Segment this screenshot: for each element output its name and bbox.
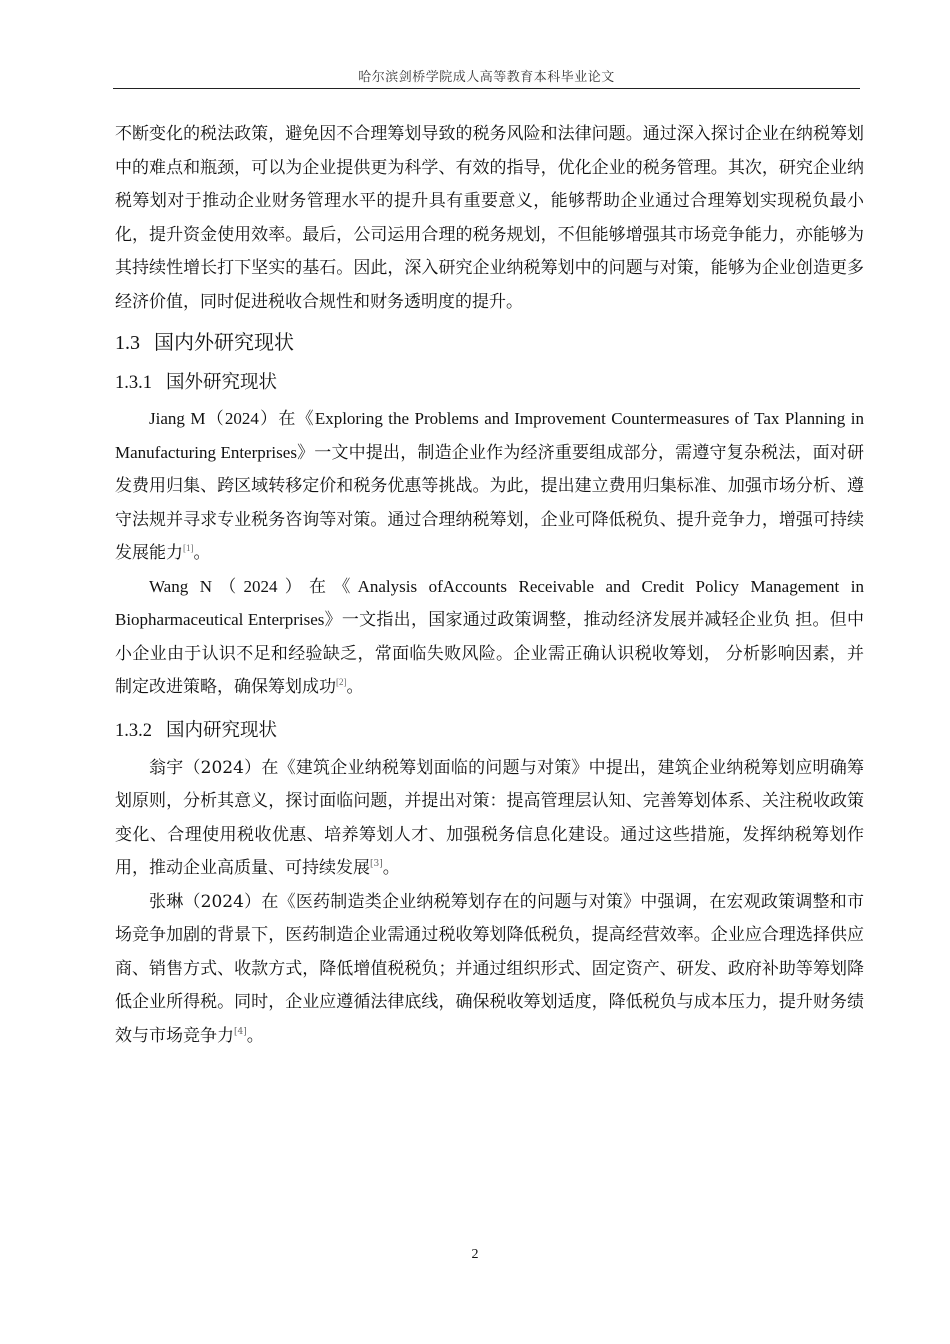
paragraph-text: Wang N（2024）在《Analysis ofAccounts Receivable and Credit Policy Management in Biopharmaceutical Enterprises》一文指出，国家通过政策调整，推动经济发展并减轻企业负 担。但中小企业由于认识不足和经验缺乏，常面临失败风险。企业需正确认识税收筹划， 分析影响因素，并制定改进策略，确保筹划成功 bbox=[115, 576, 864, 696]
citation-ref-4: [4] bbox=[234, 1026, 247, 1037]
paragraph-intro-continued: 不断变化的税法政策，避免因不合理筹划导致的税务风险和法律问题。通过深入探讨企业在纳税筹划中的难点和瓶颈，可以为企业提供更为科学、有效的指导，优化企业的税务管理。其次，研究企业纳税筹划对于推动企业财务管理水平的提升具有重要意义，能够帮助企业通过合理筹划实现税负最小化，提升资金使用效率。最后，公司运用合理的税务规划，不但能够增强其市场竞争能力，亦能够为其持续性增长打下坚实的基石。因此，深入研究企业纳税筹划中的问题与对策，能够为企业创造更多经济价值，同时促进税收合规性和财务透明度的提升。 bbox=[115, 124, 864, 312]
page-number: 2 bbox=[471, 1247, 479, 1262]
citation-ref-3: [3] bbox=[370, 859, 383, 869]
paragraph-end-punct: 。 bbox=[382, 858, 400, 878]
citation-ref-2: [2] bbox=[336, 677, 347, 687]
section-heading-1-3 bbox=[115, 327, 864, 358]
paragraph-text: 张琳（2024）在《医药制造类企业纳税筹划存在的问题与对策》中强调，在宏观政策调整和市场竞争加剧的背景下，医药制造企业需通过税收筹划降低税负，提高经营效率。企业应合理选择供应商、销售方式、收款方式，降低增值税税负；并通过组织形式、固定资产、研发、政府补助等筹划降低企业所得税。同时，企业应遵循法律底线，确保税收筹划适度，降低税负与成本压力，提升财务绩效与市场竞争力 bbox=[115, 891, 864, 1046]
paragraph-text: Jiang M（2024）在《Exploring the Problems and Improvement Countermeasures of Tax Planning in Manufacturing Enterprises》一文中提出，制造企业作为经济重要组成部分，需遵守复杂税法，面对研发费用归集、跨区域转移定价和税务优惠等挑战。为此，提出建立费用归集标准、加强市场分析、遵守法规并寻求专业税务咨询等对策。通过合理纳税筹划，企业可降低税负、提升竞争力，增强可持续发展能力 bbox=[115, 409, 864, 562]
paragraph-wang bbox=[115, 570, 864, 704]
page-header: 哈尔滨剑桥学院成人高等教育本科毕业论文 bbox=[358, 70, 615, 85]
subsection-title: 国外研究现状 bbox=[166, 372, 278, 393]
paragraph-end-punct: 。 bbox=[193, 543, 211, 562]
paragraph-jiang bbox=[115, 402, 864, 570]
citation-ref-1: [1] bbox=[183, 543, 194, 553]
section-number: 1.3 bbox=[115, 332, 140, 354]
paragraph-weng bbox=[115, 752, 864, 886]
section-title: 国内外研究现状 bbox=[154, 330, 294, 354]
paragraph-text: 翁宇（2024）在《建筑企业纳税筹划面临的问题与对策》中提出，建筑企业纳税筹划应明确筹划原则，分析其意义，探讨面临问题，并提出对策：提高管理层认知、完善筹划体系、关注税收政策变化、合理使用税收优惠、培养筹划人才、加强税务信息化建设。通过这些措施，发挥纳税筹划作用，推动企业高质量、可持续发展 bbox=[115, 757, 864, 878]
paragraph-end-punct: 。 bbox=[246, 1025, 264, 1046]
subsection-heading-1-3-2 bbox=[115, 716, 864, 746]
paragraph-zhang bbox=[115, 886, 864, 1054]
subsection-number: 1.3.1 bbox=[115, 373, 152, 393]
page-body bbox=[115, 118, 864, 1053]
subsection-heading-1-3-1 bbox=[115, 368, 864, 398]
subsection-number: 1.3.2 bbox=[115, 720, 152, 741]
subsection-title: 国内研究现状 bbox=[166, 719, 278, 741]
paragraph-end-punct: 。 bbox=[346, 677, 364, 696]
header-rule bbox=[113, 88, 860, 89]
